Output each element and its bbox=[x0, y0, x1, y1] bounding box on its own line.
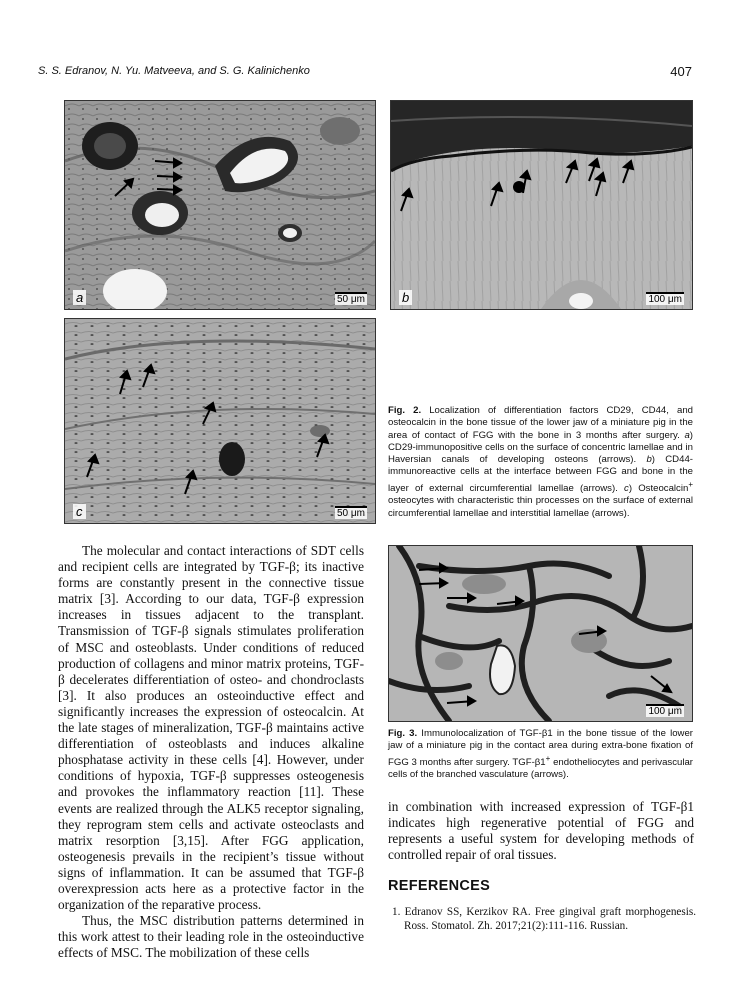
figure-2a-letter: a bbox=[73, 290, 86, 305]
figure-2b-letter: b bbox=[399, 290, 412, 305]
figure-2a-micrograph bbox=[64, 100, 376, 310]
body-text-left-column bbox=[58, 543, 364, 961]
figure-2c-micrograph bbox=[64, 318, 376, 524]
figure-2c-scale-bar: 50 μm bbox=[337, 508, 365, 519]
figure-3-micrograph bbox=[388, 545, 693, 722]
body-text-right-column bbox=[388, 799, 694, 863]
page-number: 407 bbox=[670, 64, 692, 79]
figure-2b-micrograph bbox=[390, 100, 693, 310]
running-header-authors: S. S. Edranov, N. Yu. Matveeva, and S. G. Kalinichenko bbox=[38, 65, 310, 77]
body-paragraph: Thus, the MSC distribution patterns determined in this work attest to their leading role in the osteoinductive effects of MSC. The mobilization of these cells bbox=[58, 913, 364, 961]
figure-2b-scale-bar: 100 μm bbox=[648, 294, 682, 305]
body-paragraph: in combination with increased expression of TGF-β1 indicates high regenerative potential of FGG and represents a useful system for developing methods of controlled repair of oral tissues. bbox=[388, 799, 694, 863]
figure-2-caption: Fig. 2. Localization of differentiation factors CD29, CD44, and osteocalcin in the bone tissue of the lower jaw of a miniature pig in the area of contact of FGG with the bone in 3 months after surgery. a) CD29-immunopositive cells on the surface of concentric lamellae and in Haversian canals of developing osteons (arrows). b) CD44-immunoreactive cells at the interface between FGG and bone in the layer of external circumferential lamellae (arrows). c) Osteocalcin+ osteocytes with characteristic thin processes on the surface of external circumferential lamellae and interstitial lamellae (arrows). bbox=[388, 405, 694, 519]
reference-list bbox=[388, 905, 696, 933]
references-heading: REFERENCES bbox=[388, 878, 491, 894]
reference-item: 1. Edranov SS, Kerzikov RA. Free gingival graft morphogenesis. Ross. Stomatol. Zh. 2017;21(2):111-116. Russian. bbox=[392, 906, 696, 932]
figure-3-scale-bar: 100 μm bbox=[648, 706, 682, 717]
figure-2a-scale-bar: 50 μm bbox=[337, 294, 365, 305]
figure-3-caption: Fig. 3. Immunolocalization of TGF-β1 in the bone tissue of the lower jaw of a miniature pig in the contact area during extra-bone fixation of FGG 3 months after surgery. TGF-β1+ endotheliocytes and perivascular cells of the branched vasculature (arrows). bbox=[388, 728, 693, 781]
figure-2c-letter: c bbox=[73, 504, 86, 519]
body-paragraph: The molecular and contact interactions of SDT cells and recipient cells are integrated by TGF-β; its inactive forms are constantly present in the connective tissue matrix [3]. According to our data, TGF-β expression increases in tissues adjacent to the transplant. Transmission of TGF-β signals stimulates proliferation of MSC and osteoblasts. Under conditions of reduced production of collagens and minor matrix proteins, TGF-β decelerates differentiation of osteo- and chondroclasts [3]. It also produces an osteoinductive effect and significantly increases the expression of osteocalcin. At the late stages of mineralization, TGF-β maintains active differentiation of osteoblasts and induces alkaline phosphatase activity in these cells [4]. However, under conditions of hypoxia, TGF-β suppresses osteogenesis and provokes the inflammatory reaction [11]. These events are realized through the ALK5 receptor signaling, they reprogram stem cells and activate osteoclasts and matrix resorption [3,15]. After FGG application, osteogenesis prevails in the recipient’s tissue without signs of inflammation. It can be assumed that TGF-β overexpression acts here as a protective factor in the organization of the reparative process. bbox=[58, 543, 364, 913]
